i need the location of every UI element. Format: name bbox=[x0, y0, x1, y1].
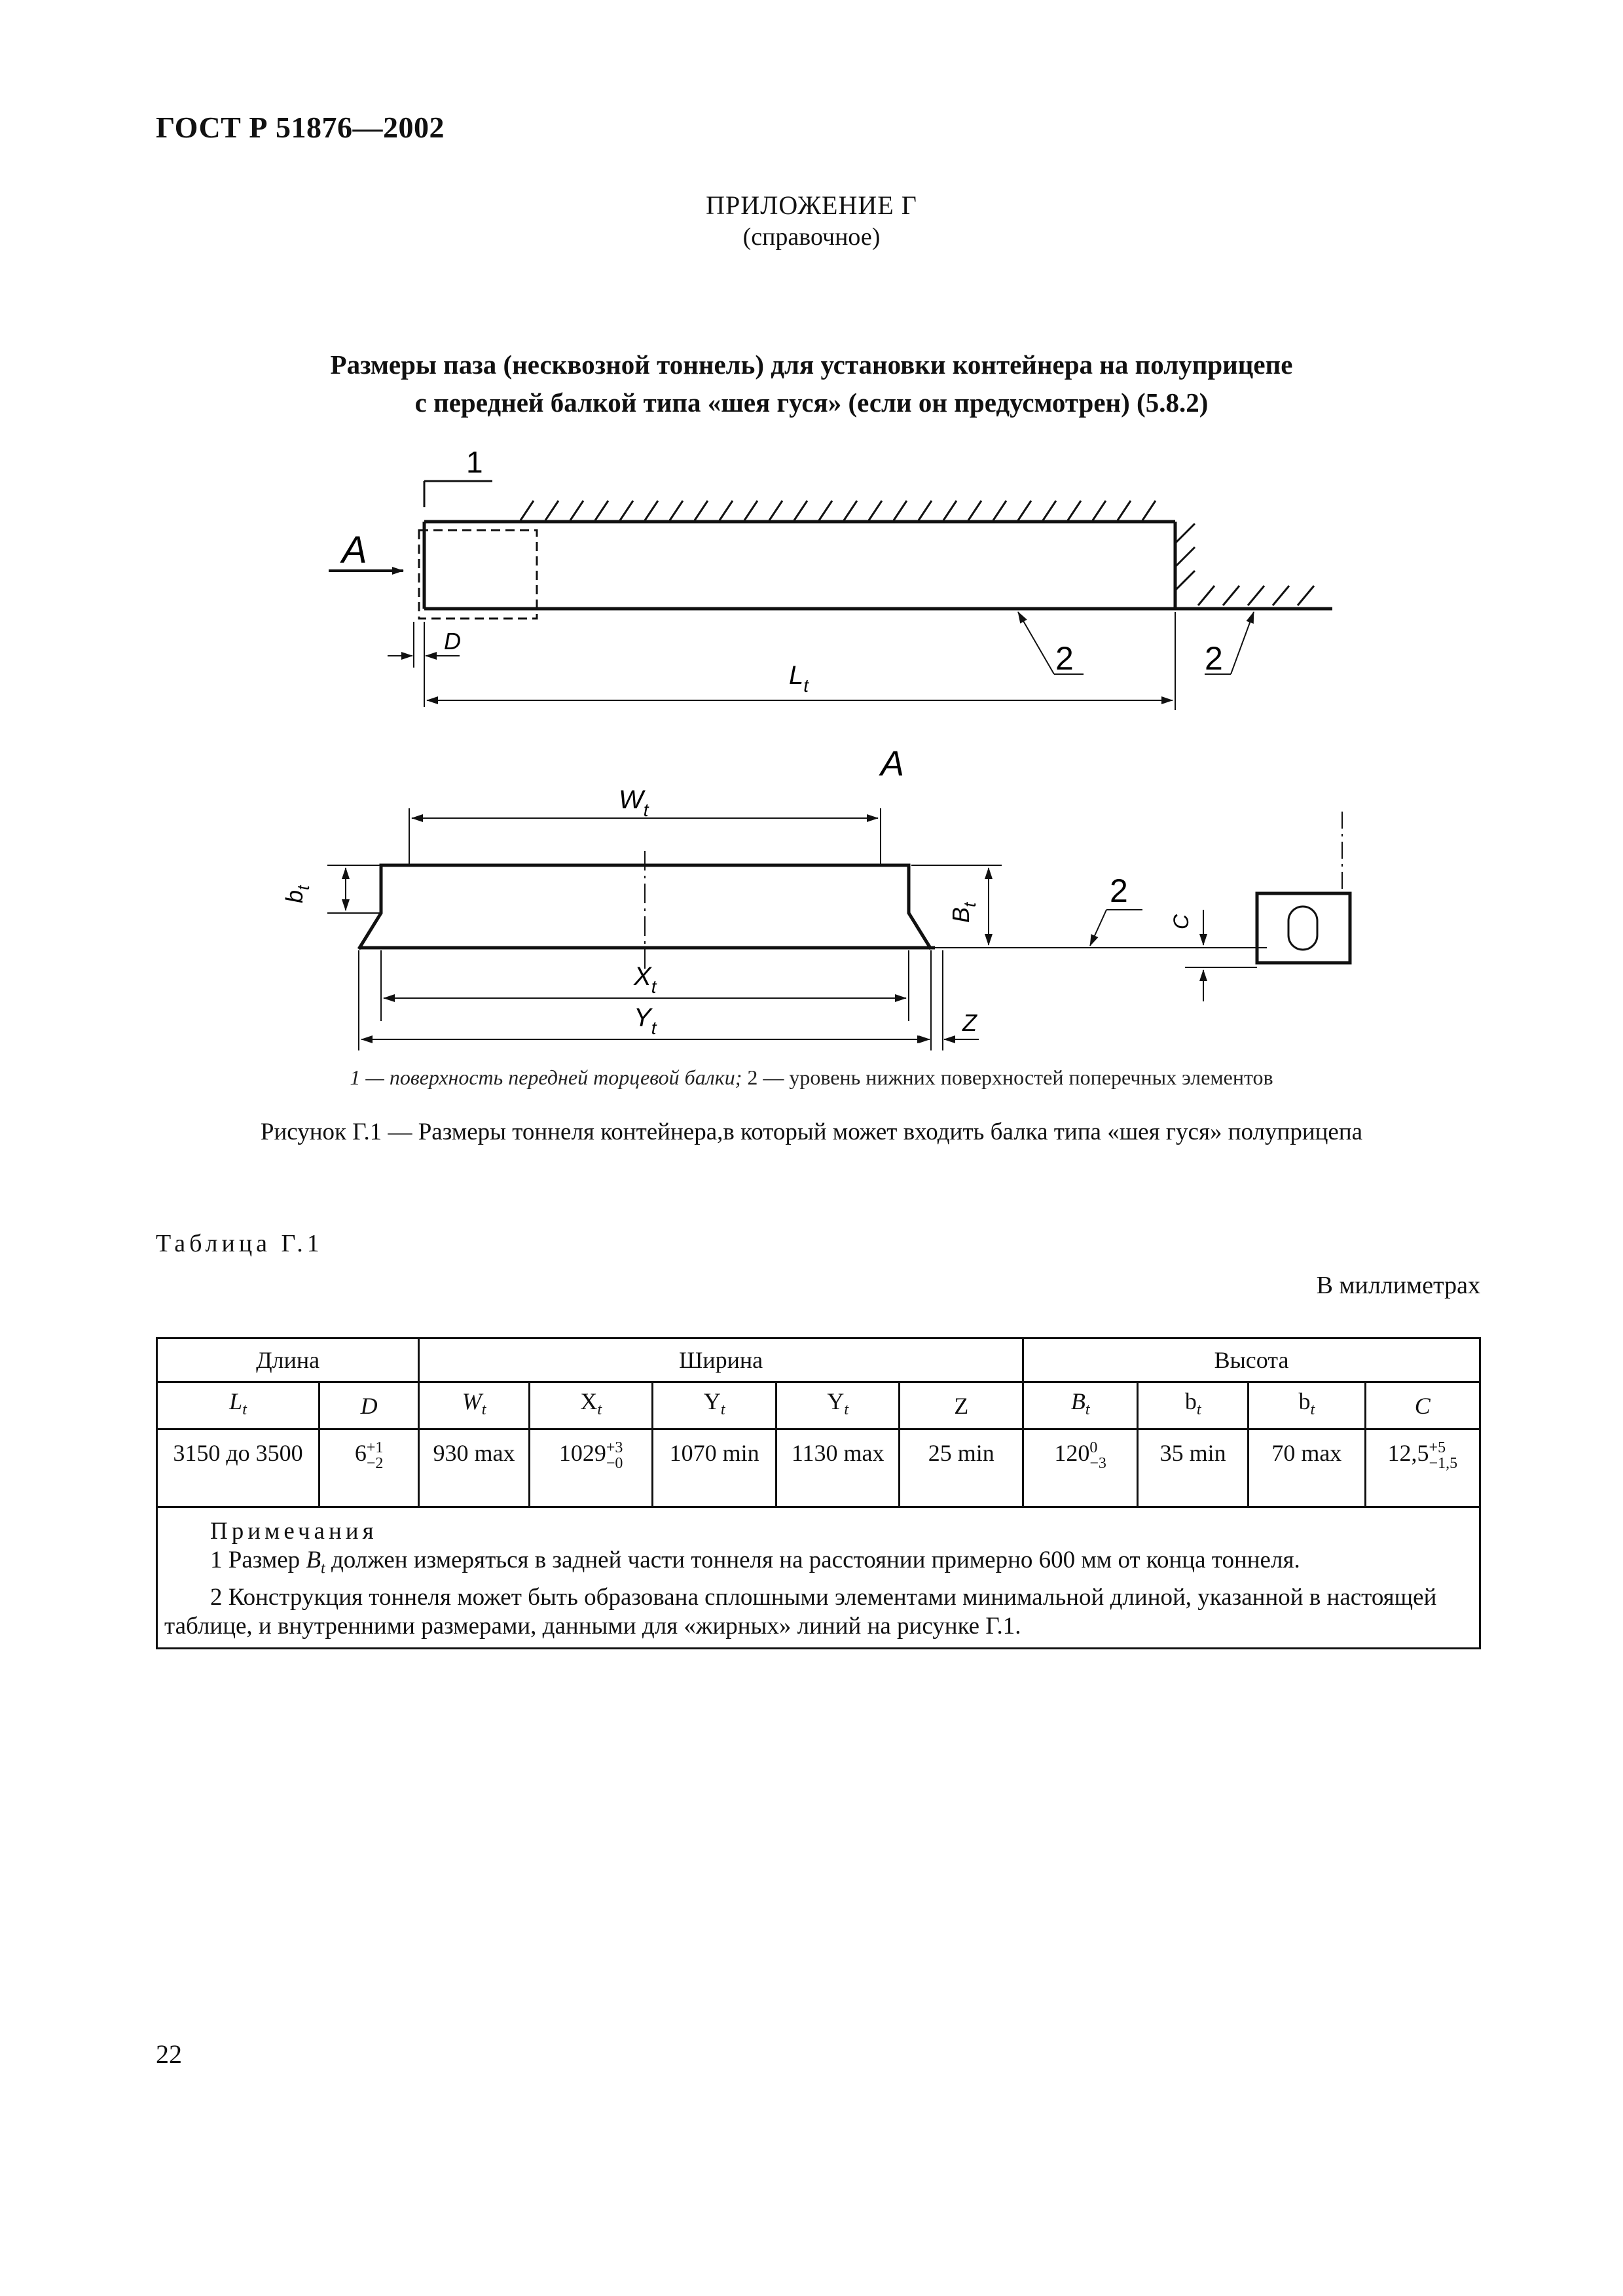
legend-item-2: 2 — уровень нижних поверхностей поперечных элементов bbox=[747, 1066, 1273, 1089]
group-length: Длина bbox=[157, 1338, 419, 1382]
group-width: Ширина bbox=[419, 1338, 1023, 1382]
symbol-cell: Z bbox=[900, 1382, 1023, 1429]
notes-heading: Примечания bbox=[210, 1518, 378, 1545]
top-hatching bbox=[520, 501, 1156, 520]
right-hatching bbox=[1175, 524, 1314, 605]
dim-yt-label: $Y_t$ bbox=[634, 1003, 657, 1038]
value-d: 6 +1 −2 bbox=[319, 1429, 419, 1507]
figure-title-line-2: с передней балкой типа «шея гуся» (если он предусмотрен) (5.8.2) bbox=[414, 387, 1209, 418]
value-wt: 930 max bbox=[419, 1429, 530, 1507]
value-lt: 3150 до 3500 bbox=[157, 1429, 319, 1507]
arrow-a-label: A bbox=[342, 529, 367, 571]
table-symbol-row bbox=[157, 1382, 1480, 1429]
value-bt: 120 0 −3 bbox=[1023, 1429, 1138, 1507]
figure-title bbox=[0, 346, 1623, 422]
dim-c-label: C bbox=[1169, 914, 1193, 929]
figure-legend bbox=[0, 1066, 1623, 1090]
table-value-row bbox=[157, 1429, 1480, 1507]
symbol-cell: $B_t$ bbox=[1023, 1382, 1138, 1429]
table-notes-row bbox=[157, 1507, 1480, 1648]
symbol-cell: $b_t$ bbox=[1138, 1382, 1249, 1429]
value-bt-min: 35 min bbox=[1138, 1429, 1249, 1507]
value-yt-min: 1070 min bbox=[653, 1429, 776, 1507]
legend-item-1: 1 — поверхность передней торцевой балки; bbox=[350, 1066, 748, 1089]
tunnel-section-view bbox=[329, 481, 1332, 710]
document-code: ГОСТ Р 51876—2002 bbox=[156, 111, 445, 144]
symbol-cell: $X_t$ bbox=[529, 1382, 653, 1429]
dim-xt-label: $X_t$ bbox=[634, 962, 657, 997]
table-notes bbox=[157, 1507, 1480, 1648]
symbol-cell: $Y_t$ bbox=[776, 1382, 900, 1429]
symbol-cell: $b_t$ bbox=[1249, 1382, 1366, 1429]
value-bt-max: 70 max bbox=[1249, 1429, 1366, 1507]
value-z: 25 min bbox=[900, 1429, 1023, 1507]
group-height: Высота bbox=[1023, 1338, 1480, 1382]
dimensions-table bbox=[156, 1337, 1481, 1649]
value-c: 12,5 +5 −1,5 bbox=[1365, 1429, 1480, 1507]
note-1: 1 Размер $B_t$ должен измеряться в задней части тоннеля на расстоянии примерно 600 мм от конца тоннеля. bbox=[210, 1547, 1300, 1577]
technical-drawing bbox=[0, 432, 1623, 1060]
dim-z-label: Z bbox=[962, 1009, 977, 1036]
appendix-title: ПРИЛОЖЕНИЕ Г bbox=[706, 190, 917, 220]
appendix-subtitle: (справочное) bbox=[742, 223, 881, 251]
dim-bt-upper-label: $B_t$ bbox=[947, 902, 979, 923]
callout-1: 1 bbox=[466, 445, 483, 479]
symbol-cell: D bbox=[319, 1382, 419, 1429]
callout-2-a: 2 bbox=[1055, 640, 1074, 677]
table-unit: В миллиметрах bbox=[1316, 1272, 1480, 1299]
tunnel-cross-section bbox=[327, 808, 1350, 1050]
figure-caption: Рисунок Г.1 — Размеры тоннеля контейнера,в который может входить балка типа «шея гуся» полуприцепа bbox=[260, 1119, 1363, 1145]
callout-2-b: 2 bbox=[1205, 640, 1223, 677]
dim-bt-label: $b_t$ bbox=[281, 885, 313, 903]
dim-d-label: D bbox=[444, 628, 461, 655]
dim-wt-label: $W_t$ bbox=[619, 785, 649, 820]
symbol-cell: $W_t$ bbox=[419, 1382, 530, 1429]
note-2: 2 Конструкция тоннеля может быть образована сплошными элементами минимальной длиной, указанной в настоящей таблице, и внутренними размерами, данными для «жирных» линий на рисунке Г.1. bbox=[164, 1583, 1437, 1640]
callout-2-c: 2 bbox=[1110, 872, 1128, 909]
value-yt-max: 1130 max bbox=[776, 1429, 900, 1507]
symbol-cell: $Y_t$ bbox=[653, 1382, 776, 1429]
value-xt: 1029 +3 −0 bbox=[529, 1429, 653, 1507]
symbol-cell: $L_t$ bbox=[157, 1382, 319, 1429]
table-group-row bbox=[157, 1338, 1480, 1382]
page-number: 22 bbox=[156, 2039, 182, 2069]
dim-lt-label: $L_t$ bbox=[789, 661, 809, 696]
table-label: Таблица Г.1 bbox=[156, 1230, 323, 1257]
figure-title-line-1: Размеры паза (несквозной тоннель) для установки контейнера на полуприцепе bbox=[330, 350, 1293, 380]
view-a-label: A bbox=[881, 744, 905, 783]
symbol-cell: C bbox=[1365, 1382, 1480, 1429]
